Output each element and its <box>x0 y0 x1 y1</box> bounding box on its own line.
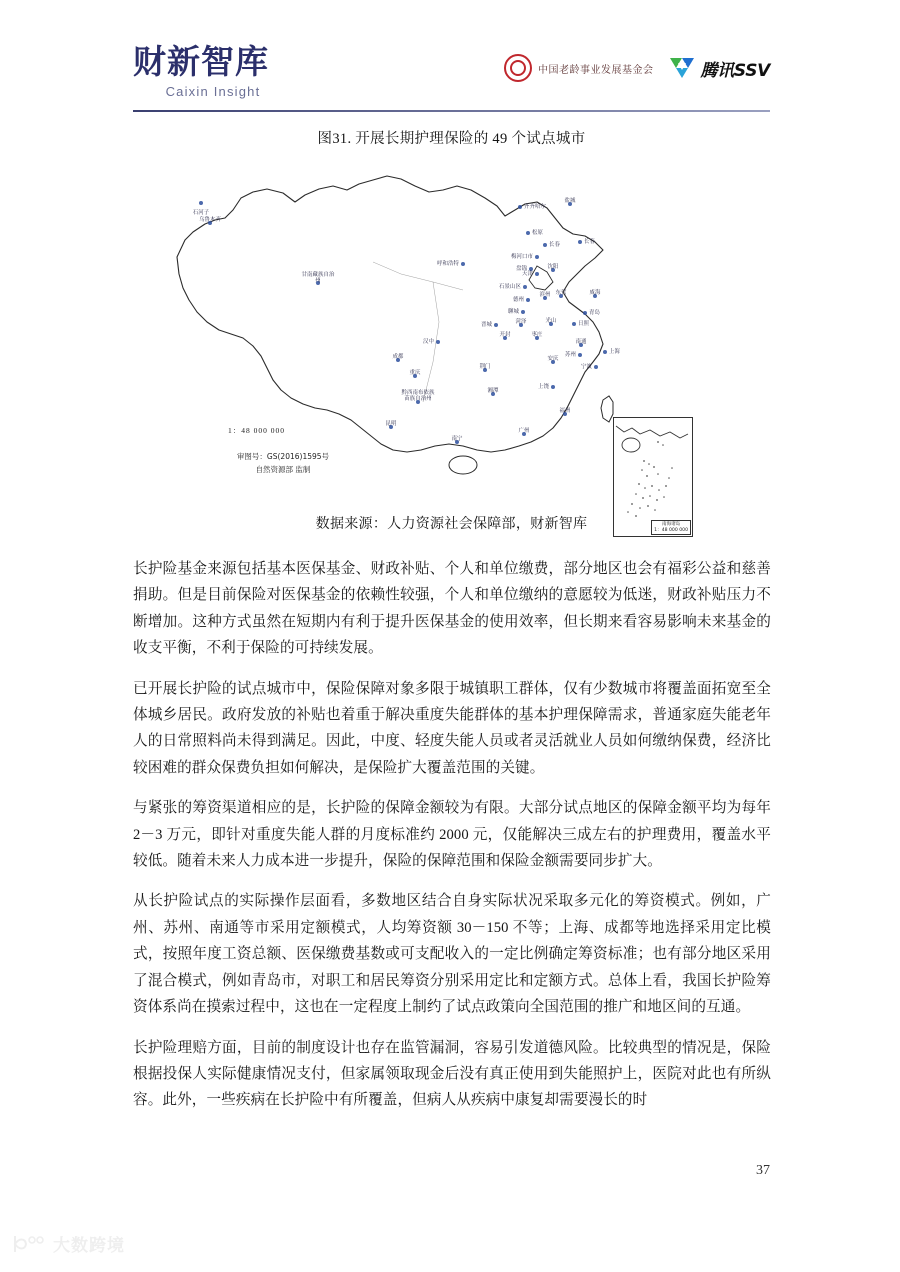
city-label: 长春 <box>549 242 560 248</box>
fund-seal-icon <box>504 54 532 82</box>
city-marker-dot <box>583 311 587 315</box>
city-marker-dot <box>535 272 539 276</box>
city-label: 荆门 <box>479 364 491 370</box>
city-label: 青岛 <box>589 310 600 316</box>
inset-scale: 1：48 000 000 <box>654 527 688 533</box>
city-label: 开封 <box>499 332 511 338</box>
city-marker-dot <box>199 201 203 205</box>
watermark <box>12 1231 125 1256</box>
tencent-triangle-icon <box>669 57 695 79</box>
caixin-brand-cn: 财新智库 <box>133 42 269 81</box>
city-label: 石景山区 <box>499 284 521 290</box>
city-marker-dot <box>603 350 607 354</box>
city-label: 重庆 <box>409 370 421 376</box>
inset-title: 南海诸岛 <box>661 522 681 528</box>
city-label: 苏州 <box>565 352 576 358</box>
city-label: 日照 <box>578 321 589 327</box>
tencent-logo-label: 腾讯SSV <box>700 60 770 81</box>
city-marker-dot <box>578 240 582 244</box>
city-label: 梅河口市 <box>511 254 533 260</box>
map-scale: 1：48 000 000 <box>228 426 285 435</box>
city-label: 昆明 <box>385 421 397 427</box>
city-label: 枣庄 <box>531 332 543 338</box>
city-label: 齐齐哈尔 <box>524 204 546 210</box>
city-marker-dot <box>572 322 576 326</box>
city-label: 光山 <box>545 318 557 324</box>
partner-logos <box>504 54 770 82</box>
city-label: 乌鲁木齐 <box>199 217 221 223</box>
city-label: 东营 <box>555 290 567 296</box>
south-china-sea-inset <box>613 417 693 537</box>
inset-scale-box <box>651 520 691 535</box>
city-marker-dot <box>543 243 547 247</box>
city-marker-dot <box>436 340 440 344</box>
city-label: 上海 <box>609 349 620 355</box>
city-label: 甘南藏族自治州 <box>301 272 335 284</box>
map-approval <box>213 450 353 476</box>
city-label: 黔西南布依族苗族自治州 <box>401 390 435 402</box>
city-label: 松原 <box>532 230 543 236</box>
city-label: 南宁 <box>451 436 463 442</box>
city-label: 汉中 <box>423 339 434 345</box>
city-label: 天津 <box>522 271 533 277</box>
figure-block <box>133 128 770 533</box>
city-label: 盘锦 <box>516 266 527 272</box>
city-marker-dot <box>594 365 598 369</box>
approval-number: 审图号：GS(2016)1595号 <box>236 452 330 461</box>
city-marker-dot <box>526 298 530 302</box>
paragraph: 长护险基金来源包括基本医保基金、财政补贴、个人和单位缴费，部分地区也会有福彩公益和慈善捐助。但是目前保险对医保基金的依赖性较强，个人和单位缴纳的意愿较为低迷，财政补贴压力不断增加。这种方式虽然在短期内有利于提升医保基金的使用效率，但长期来看容易影响未来基金的收支平衡，不利于保险的可持续发展。 <box>133 561 771 657</box>
city-label: 菏泽 <box>515 319 527 325</box>
page-number: 37 <box>756 1163 770 1178</box>
city-label: 长春 <box>584 239 595 245</box>
paragraph: 已开展长护险的试点城市中，保险保障对象多限于城镇职工群体，仅有少数城市将覆盖面拓宽至全体城乡居民。政府发放的补贴也着重于解决重度失能群体的基本护理保障需求，普通家庭失能老年人的日常照料尚未得到满足。因此，中度、轻度失能人员或者灵活就业人员如何缴纳保费，经济比较困难的群众保费负担如何解决，是保险扩大覆盖范围的关键。 <box>133 680 771 776</box>
city-marker-dot <box>551 385 555 389</box>
city-label: 上饶 <box>538 384 549 390</box>
paragraph: 与紧张的筹资渠道相应的是，长护险的保障金额较为有限。大部分试点地区的保障金额平均为每年 2－3 万元，即针对重度失能人群的月度标准约 2000 元，仅能解决三成左右的护理费用，覆盖水平较低。随着未来人力成本进一步提升，保险的保障范围和保险金额需要同步扩大。 <box>133 800 771 870</box>
approval-authority: 自然资源部 监制 <box>255 465 311 474</box>
body-text <box>133 556 771 1128</box>
figure-title: 图31. 开展长期护理保险的 49 个试点城市 <box>317 131 586 147</box>
city-label: 石河子 <box>192 210 210 216</box>
dashukuajing-logo-icon <box>12 1233 46 1255</box>
city-marker-dot <box>518 205 522 209</box>
city-label: 晋城 <box>481 322 492 328</box>
caixin-insight-logo <box>133 42 293 104</box>
paragraph: 长护险理赔方面，目前的制度设计也存在监管漏洞，容易引发道德风险。比较典型的情况是，保险根据投保人实际健康情况支付，但家属领取现金后没有真正使用到失能照护上，医院对此也有所纵容。此外，一些疾病在长护险中有所覆盖，但病人从疾病中康复却需要漫长的时 <box>133 1039 771 1109</box>
city-label: 沈阳 <box>547 264 559 270</box>
page-header <box>133 40 770 112</box>
china-aging-fund-logo <box>504 54 654 82</box>
fund-logo-label: 中国老龄事业发展基金会 <box>537 64 654 76</box>
header-divider <box>133 110 770 112</box>
caixin-brand-en: Caixin Insight <box>165 84 261 99</box>
tencent-ssv-logo <box>669 56 770 81</box>
city-label: 聊城 <box>508 309 519 315</box>
city-label: 盐城 <box>564 198 576 204</box>
city-marker-dot <box>535 255 539 259</box>
city-label: 成都 <box>392 354 404 360</box>
city-marker-dot <box>526 231 530 235</box>
city-label: 福州 <box>559 408 571 414</box>
paragraph: 从长护险试点的实际操作层面看，多数地区结合自身实际状况采取多元化的筹资模式。例如，广州、苏州、南通等市采用定额模式，人均筹资额 30－150 不等；上海、成都等地选择采用定比模式，按照年度工资总额、医保缴费基数或可支配收入的一定比例确定筹资标准；也有部分地区采用了混合模式，例如青岛市，对职工和居民筹资分别采用定比和定额方式。总体上看，我国长护险筹资体系尚在摸索过程中，这也在一定程度上制约了试点政策向全国范围的推广和地区间的互通。 <box>133 893 771 1016</box>
city-label: 滨州 <box>539 292 551 298</box>
city-marker-dot <box>523 285 527 289</box>
inset-islands-outline <box>614 418 690 534</box>
watermark-label: 大数跨境 <box>53 1236 125 1256</box>
figure-source: 数据来源：人力资源社会保障部，财新智库 <box>315 517 588 532</box>
city-label: 德州 <box>513 297 524 303</box>
city-marker-dot <box>578 353 582 357</box>
city-label: 呼和浩特 <box>437 261 459 267</box>
city-marker-dot <box>494 323 498 327</box>
city-label: 安庆 <box>547 356 559 362</box>
city-marker-dot <box>461 262 465 266</box>
city-marker-dot <box>521 310 525 314</box>
city-label: 宁波 <box>581 364 592 370</box>
city-label: 湘潭 <box>487 388 499 394</box>
city-label: 威海 <box>589 290 601 296</box>
city-label: 南通 <box>575 339 587 345</box>
city-label: 广州 <box>518 428 530 434</box>
